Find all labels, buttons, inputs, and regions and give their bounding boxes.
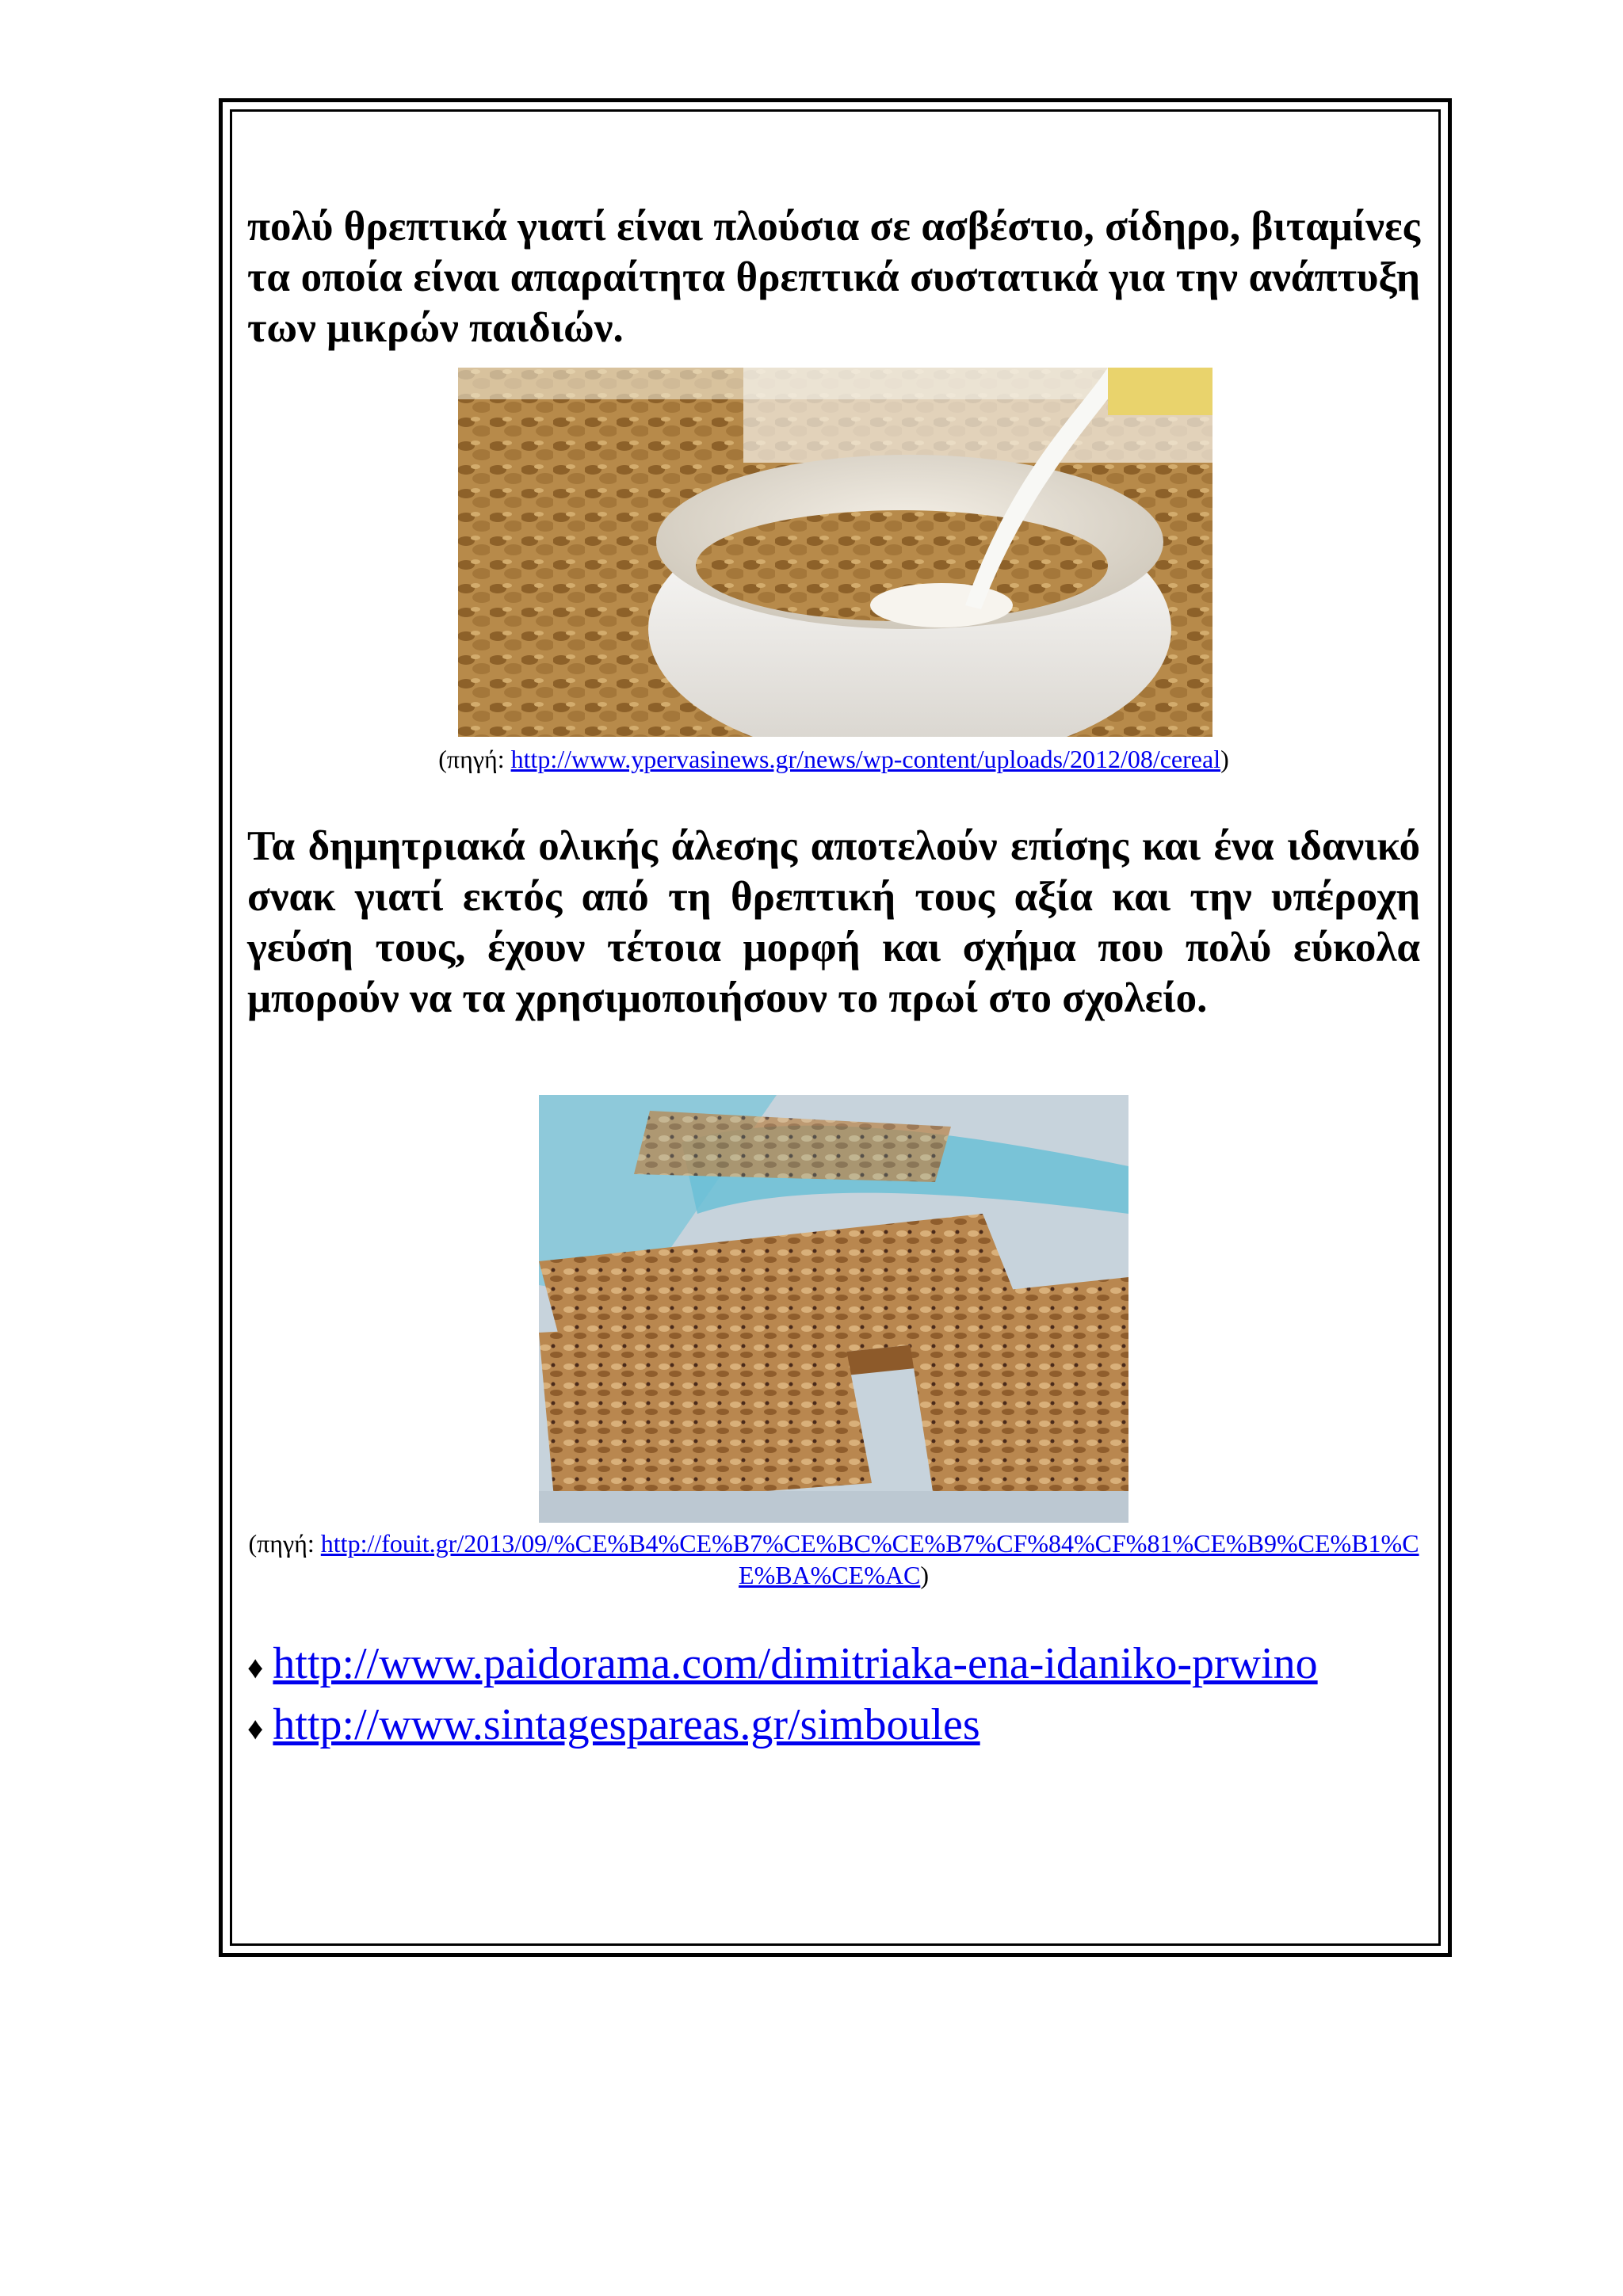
image-source-caption-2 [247,1527,1420,1591]
paragraph-nutrition: πολύ θρεπτικά γιατί είναι πλούσια σε ασβέστιο, σίδηρο, βιταμίνες τα οποία είναι απαραίτητα θρεπτικά συστατικά για την ανάπτυξη των μικρών παιδιών. [247,204,1420,351]
source-link[interactable]: http://www.ypervasinews.gr/news/wp-content/uploads/2012/08/cereal [510,745,1221,773]
reference-link[interactable]: http://www.paidorama.com/dimitriaka-ena-idaniko-prwino [273,1639,1318,1688]
source-link[interactable]: http://fouit.gr/2013/09/%CE%B4%CE%B7%CE%BC%CE%B7%CF%84%CF%81%CE%B9%CE%B1%CE%BA%CE%AC [320,1529,1419,1589]
source-prefix: (πηγή: [438,745,511,773]
diamond-bullet-icon: ♦ [247,1711,264,1747]
reference-link-item [247,1696,1357,1757]
reference-links [247,1635,1357,1757]
paragraph-snack: Τα δημητριακά ολικής άλεσης αποτελούν επίσης και ένα ιδανικό σνακ γιατί εκτός από τη θρεπτική τους αξία και την υπέροχη γεύση τους, έχουν τέτοια μορφή και σχήμα που πολύ εύκολα μπορούν να τα χρησιμοποιήσουν το πρωί στο σχολείο. [247,823,1420,1021]
source-suffix: ) [920,1561,929,1589]
source-prefix: (πηγή: [248,1529,321,1558]
source-suffix: ) [1220,745,1229,773]
cereal-bowl-image [458,368,1212,737]
reference-link-item [247,1635,1357,1696]
diamond-bullet-icon: ♦ [247,1650,264,1686]
reference-link[interactable]: http://www.sintagespareas.gr/simboules [273,1700,980,1750]
image-source-caption [247,743,1420,775]
granola-bars-image [539,1095,1128,1523]
